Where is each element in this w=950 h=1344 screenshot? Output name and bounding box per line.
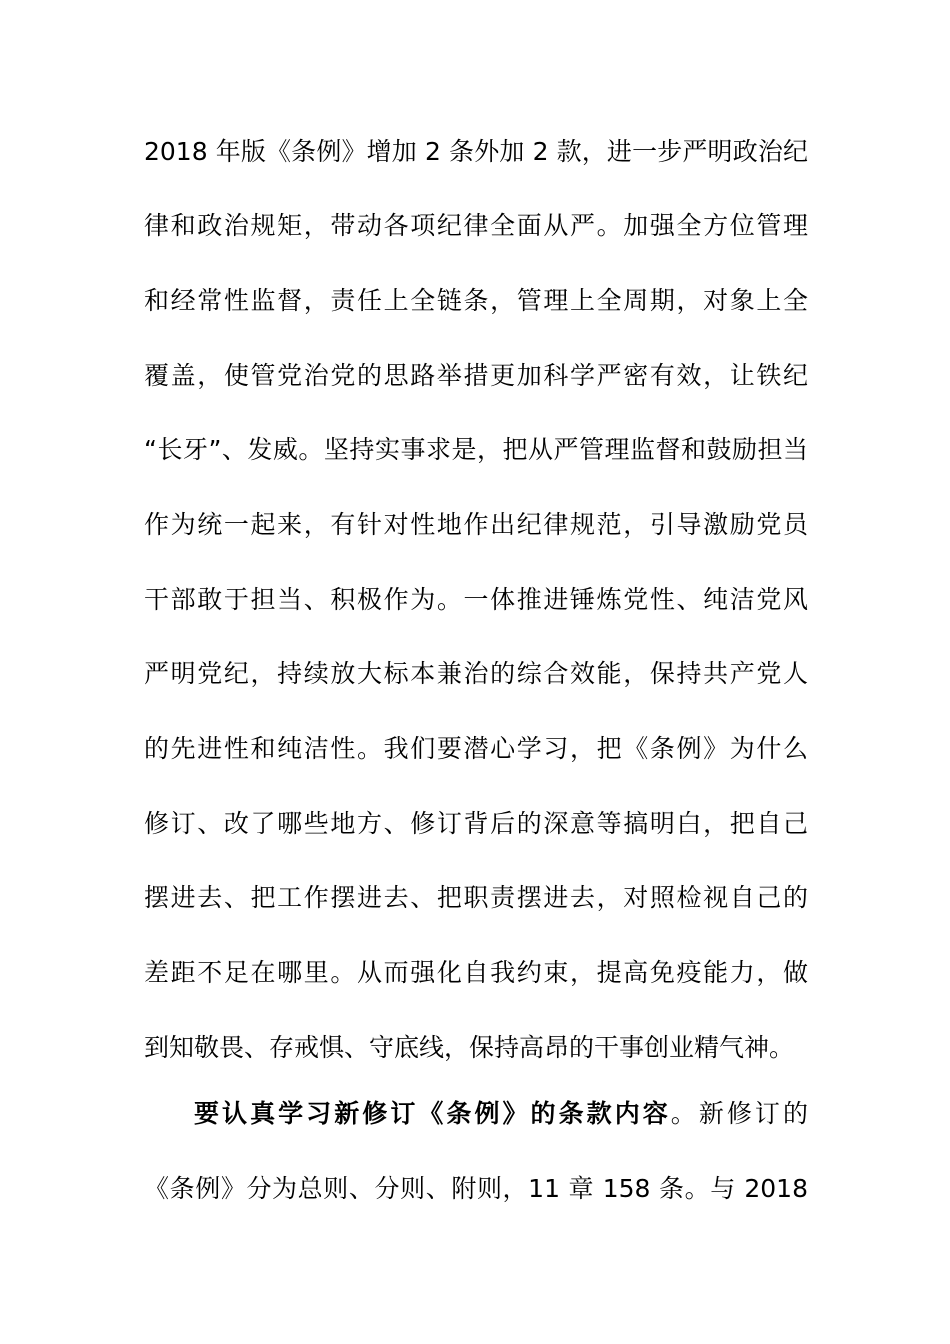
text-line: 2018 年版《条例》增加 2 条外加 2 款，进一步严明政治纪: [144, 137, 808, 166]
heading-line-rest: 。新修订的: [670, 1099, 808, 1128]
text-line: 的先进性和纯洁性。我们要潜心学习，把《条例》为什么: [144, 734, 808, 763]
text-line: 作为统一起来，有针对性地作出纪律规范，引导激励党员: [144, 510, 808, 539]
text-line: 严明党纪，持续放大标本兼治的综合效能，保持共产党人: [144, 659, 808, 688]
paragraph-heading-line: [194, 1099, 808, 1129]
text-line: 修订、改了哪些地方、修订背后的深意等搞明白，把自己: [144, 809, 808, 838]
text-line: 摆进去、把工作摆进去、把职责摆进去，对照检视自己的: [144, 883, 808, 912]
text-line: 差距不足在哪里。从而强化自我约束，提高免疫能力，做: [144, 958, 808, 987]
text-line: “长牙”、发威。坚持实事求是，把从严管理监督和鼓励担当: [144, 435, 808, 464]
text-line: 到知敬畏、存戒惧、守底线，保持高昂的干事创业精气神。: [144, 1033, 795, 1062]
text-line: 律和政治规矩，带动各项纪律全面从严。加强全方位管理: [144, 211, 808, 240]
text-line: 《条例》分为总则、分则、附则，11 章 158 条。与 2018: [144, 1174, 808, 1203]
text-line: 和经常性监督，责任上全链条，管理上全周期，对象上全: [144, 286, 808, 315]
section-heading: 要认真学习新修订《条例》的条款内容: [194, 1099, 671, 1128]
text-line: 覆盖，使管党治党的思路举措更加科学严密有效，让铁纪: [144, 361, 808, 390]
text-line: 干部敢于担当、积极作为。一体推进锤炼党性、纯洁党风: [144, 585, 808, 614]
